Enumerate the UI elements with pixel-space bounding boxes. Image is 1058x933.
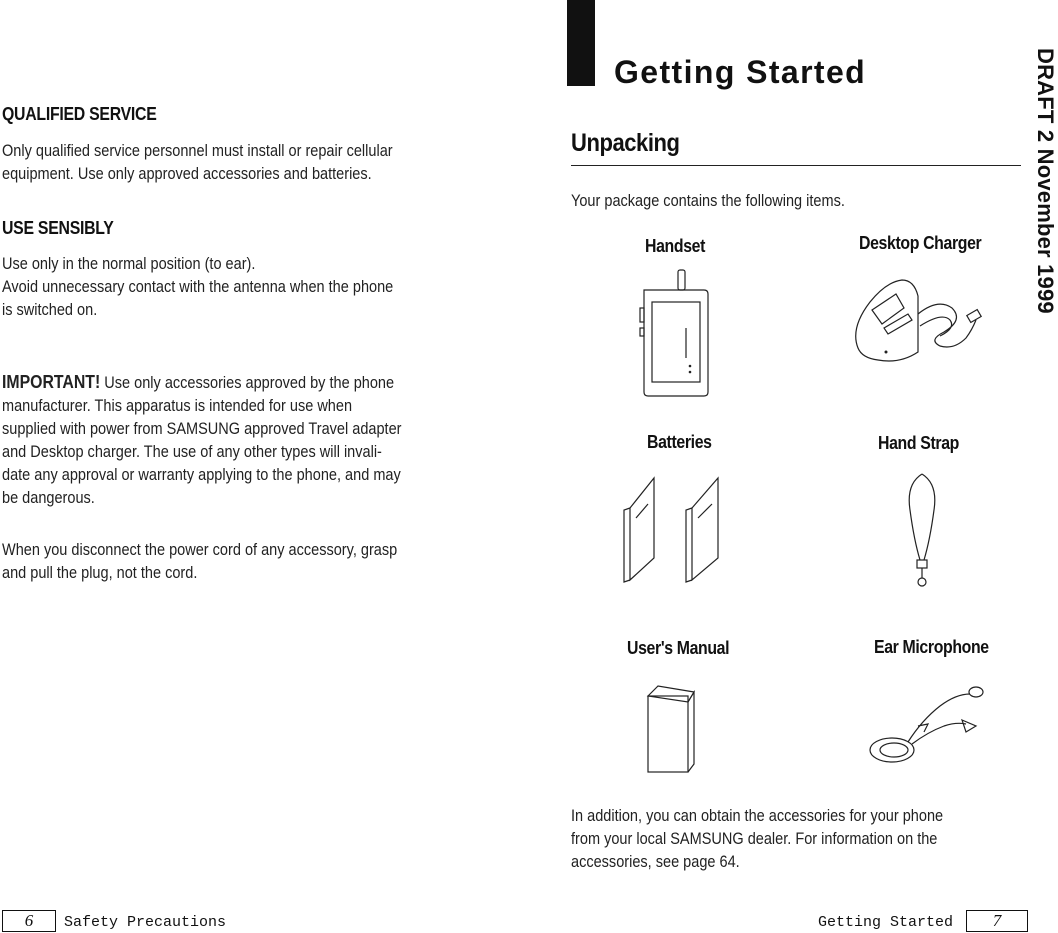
section-divider	[571, 165, 1021, 166]
item-label-handset: Handset	[645, 236, 706, 256]
text-line: When you disconnect the power cord of any accessory, grasp	[2, 541, 398, 559]
users-manual-icon	[640, 684, 700, 776]
page-number-left: 6	[2, 910, 56, 932]
text-line: and pull the plug, not the cord.	[2, 564, 198, 582]
footer-section-right: Getting Started	[818, 914, 954, 931]
text-line: manufacturer. This apparatus is intended for use when	[2, 397, 353, 415]
item-label-users-manual: User's Manual	[627, 638, 730, 658]
text-line: date any approval or warranty applying to the phone, and may	[2, 466, 401, 484]
important-label: IMPORTANT!	[2, 372, 101, 392]
page-number-right: 7	[966, 910, 1028, 932]
hand-strap-icon	[900, 470, 944, 590]
text-line: Use only accessories approved by the phone	[104, 374, 395, 392]
item-label-batteries: Batteries	[647, 432, 712, 452]
text-line: Use only in the normal position (to ear).	[2, 255, 256, 273]
chapter-tab-bar	[567, 0, 595, 86]
important-notice	[2, 371, 401, 510]
disconnect-text	[2, 539, 397, 585]
section-title: Unpacking	[571, 129, 680, 157]
use-sensibly-text	[2, 253, 393, 322]
draft-watermark-text: DRAFT 2 November 1999	[1033, 48, 1058, 314]
item-label-ear-microphone: Ear Microphone	[874, 637, 989, 657]
text-line: from your local SAMSUNG dealer. For information on the	[571, 830, 938, 848]
item-label-desktop-charger: Desktop Charger	[859, 233, 982, 253]
text-line: Avoid unnecessary contact with the antenna when the phone	[2, 278, 394, 296]
text-line: equipment. Use only approved accessories and batteries.	[2, 165, 372, 183]
intro-text: Your package contains the following items.	[571, 192, 845, 210]
qualified-service-text	[2, 140, 393, 186]
text-line: supplied with power from SAMSUNG approved Travel adapter	[2, 420, 402, 438]
text-line: be dangerous.	[2, 489, 95, 507]
footer-section-left: Safety Precautions	[64, 914, 227, 931]
use-sensibly-heading: USE SENSIBLY	[2, 218, 114, 238]
text-line: accessories, see page 64.	[571, 853, 740, 871]
outro-text	[571, 805, 943, 874]
text-line: and Desktop charger. The use of any other types will invali-	[2, 443, 382, 461]
text-line: Only qualified service personnel must install or repair cellular	[2, 142, 393, 160]
text-line: In addition, you can obtain the accessories for your phone	[571, 807, 944, 825]
qualified-service-heading: QUALIFIED SERVICE	[2, 104, 157, 124]
draft-watermark	[1034, 48, 1058, 368]
handset-icon	[632, 268, 720, 400]
batteries-icon	[618, 468, 738, 586]
ear-microphone-icon	[858, 680, 988, 774]
item-label-hand-strap: Hand Strap	[878, 433, 959, 453]
text-line: is switched on.	[2, 301, 98, 319]
desktop-charger-icon	[848, 268, 984, 368]
chapter-title: Getting Started	[614, 54, 867, 90]
